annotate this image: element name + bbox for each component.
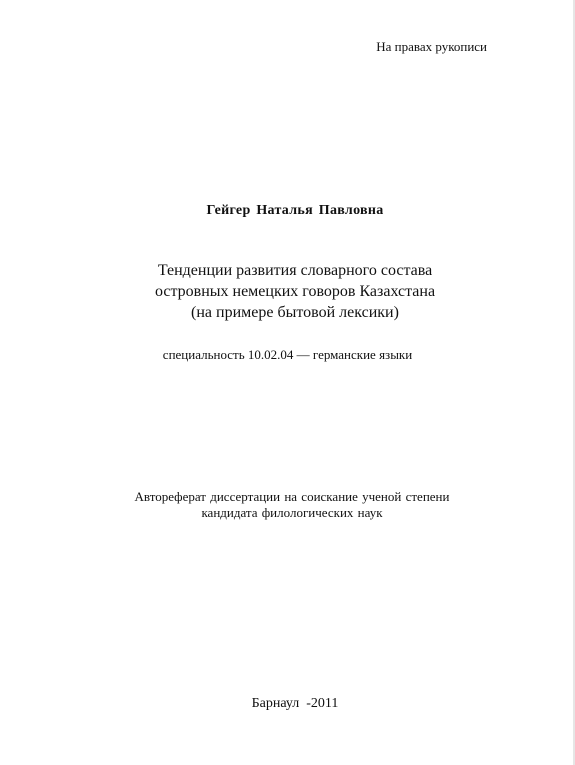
- city-year: Барнаул -2011: [251, 696, 339, 711]
- title-line: (на примере бытовой лексики): [191, 304, 399, 321]
- title-line: Тенденции развития словарного состава: [157, 262, 433, 279]
- specialty-line: специальность 10.02.04 — германские языки: [162, 347, 413, 362]
- author-name: Гейгер Наталья Павловна: [206, 203, 384, 218]
- thesis-title: [0, 260, 575, 323]
- title-line: островных немецких говоров Казахстана: [154, 283, 436, 300]
- degree-statement: [0, 489, 575, 521]
- rights-note: На правах рукописи: [376, 39, 487, 54]
- degree-line: Автореферат диссертации на соискание ученой степени: [134, 489, 450, 504]
- degree-line: кандидата филологических наук: [201, 505, 383, 520]
